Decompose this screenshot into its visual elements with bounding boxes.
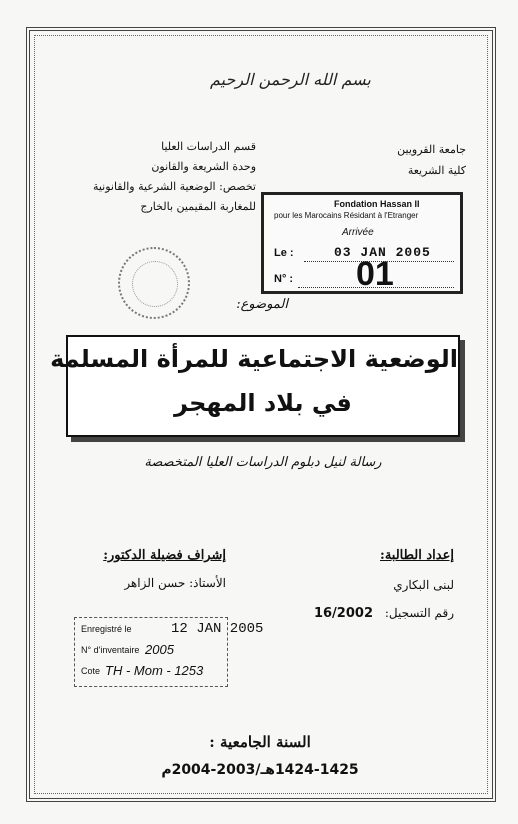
cote-value: TH - Mom - 1253 (105, 663, 204, 678)
student-name: لبنى البكاري (393, 578, 454, 592)
thesis-title-line-1: الوضعية الاجتماعية للمرأة المسلمة (50, 345, 458, 373)
faculty-name: كلية الشريعة (407, 164, 466, 177)
academic-year-label: السنة الجامعية : (209, 733, 311, 751)
thesis-title-line-2: في بلاد المهجر (174, 389, 352, 417)
supervisor-heading: إشراف فضيلة الدكتور: (103, 548, 226, 563)
library-stamp (74, 617, 264, 687)
stamp-arrived: Arrivée (342, 227, 374, 238)
department-block (93, 137, 256, 217)
supervisor-name: الأستاذ: حسن الزاهر (124, 576, 226, 590)
registered-label: Enregistré le (81, 624, 132, 634)
stamp-org-2: pour les Marocains Résidant à l'Etranger (274, 211, 419, 220)
student-heading: إعداد الطالبة: (380, 548, 454, 563)
subject-label: الموضوع: (236, 297, 288, 312)
registration-value: 16/2002 (313, 606, 373, 621)
academic-year-value: 1424-1425هـ/2003-2004م (161, 762, 359, 778)
title-box (50, 335, 460, 437)
department-line-1: قسم الدراسات العليا (161, 140, 256, 153)
cote-label: Cote (81, 666, 101, 676)
stamp-org: Fondation Hassan II (334, 199, 420, 209)
department-line-4: للمغاربة المقيمين بالخارج (140, 200, 256, 213)
stamp-dotted-line-2 (298, 287, 454, 288)
department-line-2: وحدة الشريعة والقانون (151, 160, 256, 173)
department-line-3: تخصص: الوضعية الشرعية والقانونية (92, 180, 256, 193)
stamp-date: 03 JAN 2005 (334, 245, 431, 260)
university-seal (118, 247, 190, 319)
thesis-note: رسالة لنيل دبلوم الدراسات العليا المتخصصة (144, 455, 382, 470)
inventory-value: 2005 (145, 642, 174, 657)
university-name: جامعة القرويين (397, 143, 466, 156)
inventory-label: N° d'inventaire (81, 645, 140, 655)
basmala-calligraphy: بسم الله الرحمن الرحيم (210, 70, 371, 89)
registration-label: رقم التسجيل: (384, 606, 454, 620)
registered-date: 12 JAN 2005 (171, 621, 264, 637)
stamp-le-label: Le : (274, 247, 294, 259)
reception-stamp (261, 192, 463, 294)
stamp-number: 01 (356, 255, 394, 293)
stamp-n-label: N° : (274, 273, 294, 285)
university-block (397, 139, 466, 181)
